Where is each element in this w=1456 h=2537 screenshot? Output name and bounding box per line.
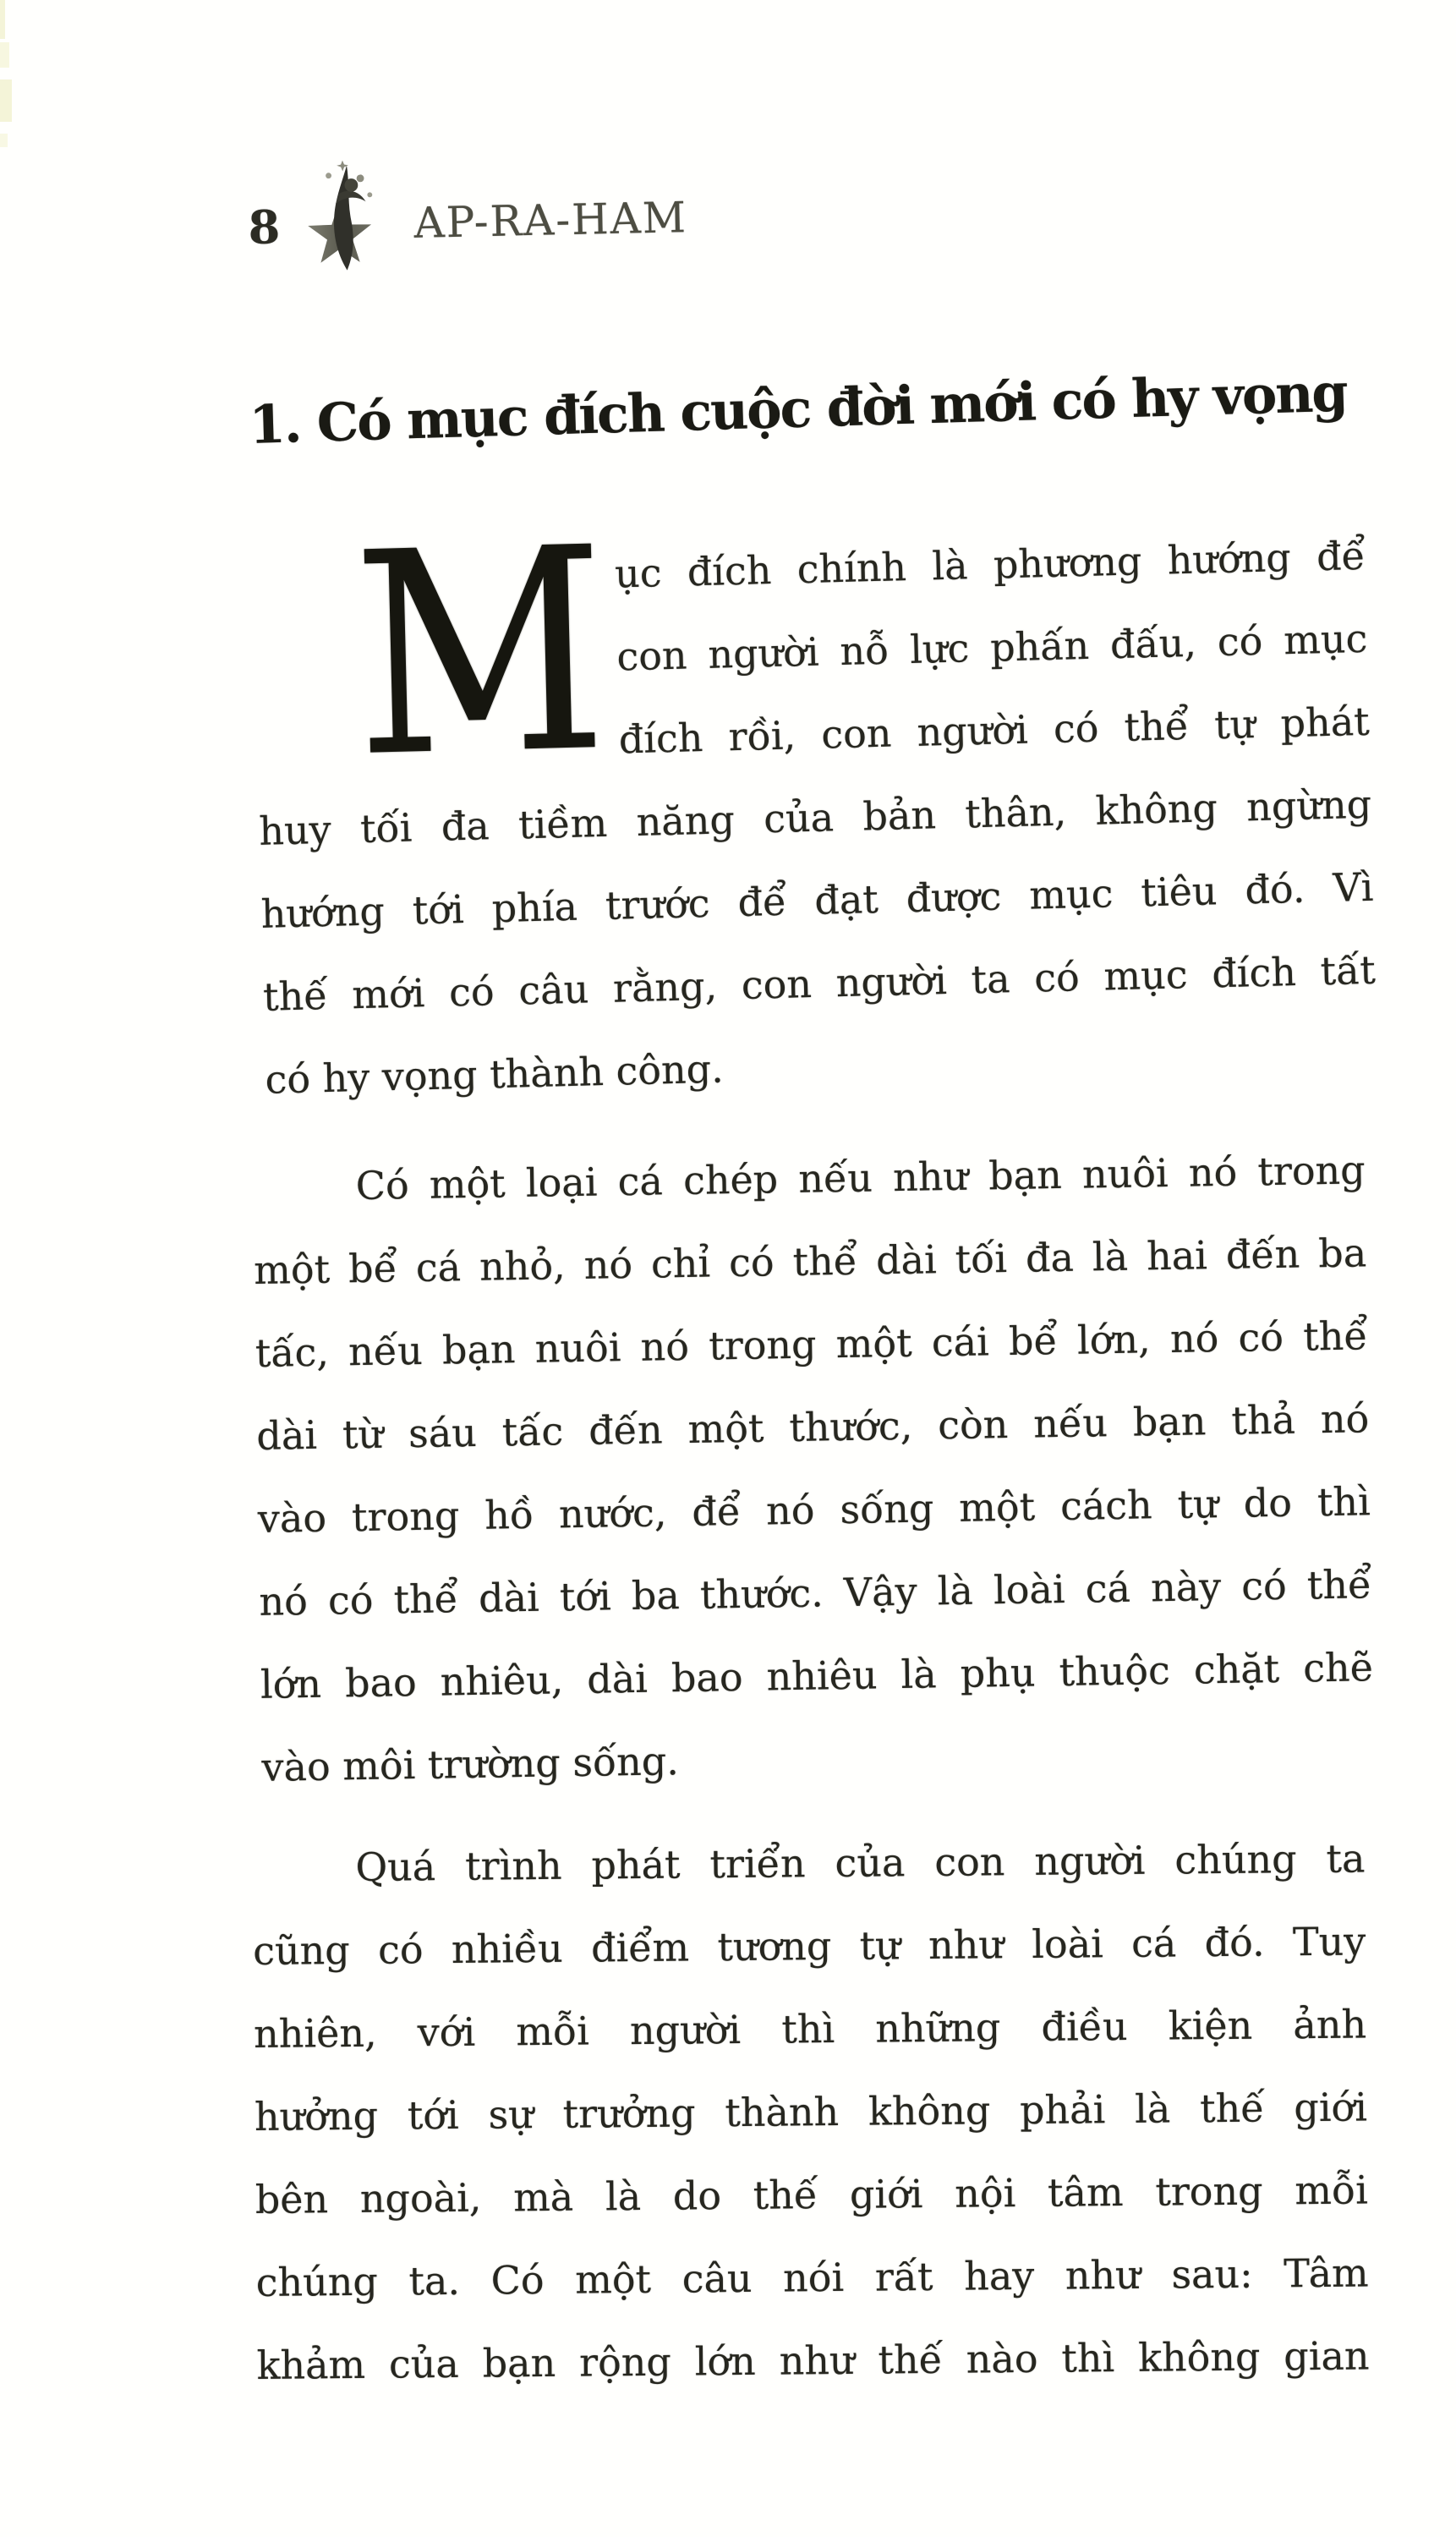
text-line: nó có thể dài tới ba thước. Vậy là loài cá này có thể <box>259 1561 1372 1625</box>
text-line: huy tối đa tiềm năng của bản thân, không ngừng <box>258 781 1372 854</box>
page-edge-artifact <box>0 134 8 147</box>
text-line: một bể cá nhỏ, nó chỉ có thể dài tối đa là hai đến ba <box>253 1230 1367 1293</box>
page-header <box>247 148 841 279</box>
page-number: 8 <box>247 200 281 255</box>
page-edge-artifact <box>0 79 12 122</box>
text-line: hướng tới phía trước để đạt được mục tiêu đó. Vì <box>260 863 1375 937</box>
text-line: Có một loại cá chép nếu như bạn nuôi nó trong <box>355 1147 1366 1209</box>
text-line: chúng ta. Có một câu nói rất hay như sau: Tâm <box>255 2249 1369 2305</box>
star-figure-logo-icon <box>296 160 383 274</box>
text-line: ục đích chính là phương hướng để <box>614 532 1366 597</box>
paragraph-1 <box>252 487 1378 1121</box>
page-edge-artifact <box>0 0 5 39</box>
text-line: đích rồi, con người có thể tự phát <box>618 698 1371 763</box>
text-line: tấc, nếu bạn nuôi nó trong một cái bể lớn, nó có thể <box>255 1312 1369 1376</box>
text-line: có hy vọng thành công. <box>264 1045 725 1103</box>
page-edge-artifact <box>0 42 9 68</box>
text-line: Quá trình phát triển của con người chúng ta <box>355 1835 1366 1890</box>
text-line: vào môi trường sống. <box>261 1738 680 1790</box>
text-line: dài từ sáu tấc đến một thước, còn nếu bạn thả nó <box>255 1395 1370 1459</box>
book-brand-title: AP-RA-HAM <box>413 193 688 248</box>
text-line: lớn bao nhiêu, dài bao nhiêu là phụ thuộc chặt chẽ <box>260 1644 1374 1707</box>
text-line: vào trong hồ nước, để nó sống một cách tự do thì <box>257 1478 1371 1542</box>
paragraph-2 <box>252 1128 1375 1809</box>
chapter-title: 1. Có mục đích cuộc đời mới có hy vọng <box>248 361 1348 456</box>
text-line: con người nỗ lực phấn đấu, có mục <box>616 615 1368 680</box>
text-line: cũng có nhiều điểm tương tự như loài cá đó. Tuy <box>253 1918 1366 1974</box>
text-line: thế mới có câu rằng, con người ta có mục đích tất <box>262 946 1377 1020</box>
paragraph-3 <box>252 1817 1370 2407</box>
text-line: khảm của bạn rộng lớn như thế nào thì không gian <box>256 2332 1370 2388</box>
drop-cap: M <box>350 487 610 819</box>
text-line: nhiên, với mỗi người thì những điều kiện ảnh <box>253 2001 1367 2057</box>
text-line: hưởng tới sự trưởng thành không phải là thế giới <box>254 2084 1368 2140</box>
text-line: bên ngoài, mà là do thế giới nội tâm trong mỗi <box>255 2167 1369 2222</box>
